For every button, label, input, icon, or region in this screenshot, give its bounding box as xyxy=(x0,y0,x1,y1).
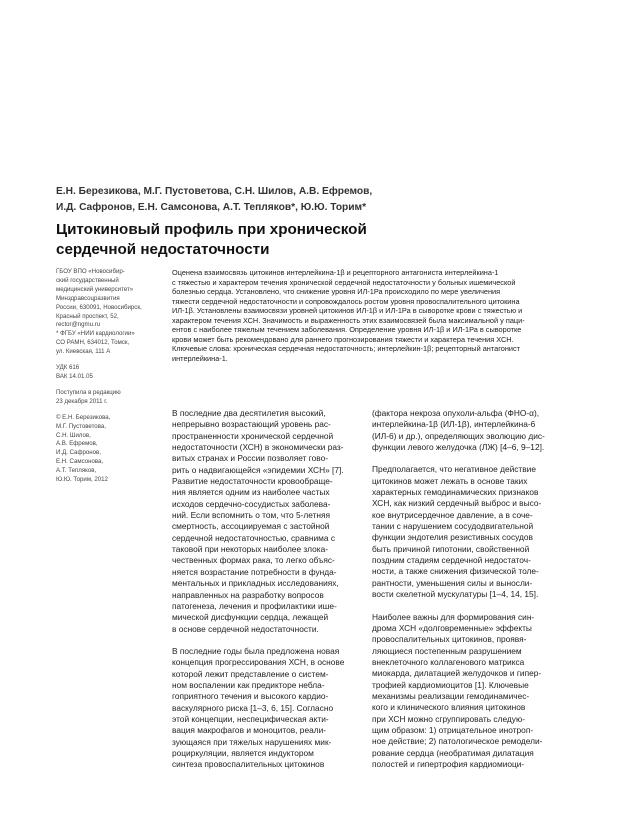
body-line: В последние два десятилетия высокий, xyxy=(172,408,326,418)
affiliation-line: ул. Киевская, 111 А xyxy=(56,348,111,356)
affiliation-block xyxy=(56,268,166,357)
body-paragraph xyxy=(172,646,364,771)
affiliation-email: rector@ngmu.ru xyxy=(56,321,101,329)
body-line: этой концепции, неспецифическая акти- xyxy=(172,713,329,724)
body-line: В последние годы была предложена новая xyxy=(172,645,340,656)
received-block xyxy=(56,389,166,407)
body-line: миокарда, дилатацией желудочков и гипер- xyxy=(372,668,542,679)
vak-line: ВАК 14.01.05 xyxy=(56,372,93,380)
body-line: внеклеточного коллагенового матрикса xyxy=(372,656,525,667)
abstract-line: Оценена взаимосвязь цитокинов интерлейкина-1β и рецепторного антагониста интерлейкина-1 xyxy=(172,268,499,277)
body-line: недостаточности (ХСН) в экономически раз- xyxy=(172,442,344,453)
copyright-block xyxy=(56,414,166,485)
body-line: концепция прогрессирования ХСН, в основе xyxy=(172,657,345,668)
body-column-right xyxy=(372,408,564,781)
body-line: полостей и гипертрофия кардиомиоци- xyxy=(372,758,525,769)
body-line: в основе сердечной недостаточности. xyxy=(172,623,319,634)
affiliation-line: России, 630091, Новосибирск, xyxy=(56,303,142,311)
received-date: 23 декабря 2011 г. xyxy=(56,397,108,405)
body-line: которой лежит представление о систем- xyxy=(172,668,329,679)
body-line: направленных на разработку вопросов xyxy=(172,589,324,600)
body-line: рить о надвигающейся «эпидемии ХСН» [7]. xyxy=(172,464,344,475)
affiliation-line: ский государственный xyxy=(56,276,119,284)
author-list xyxy=(56,184,576,216)
body-line: ное действие; 2) патологическое ремодели- xyxy=(372,736,543,747)
body-line: васкулярного риска [1–3, 6, 15]. Согласно xyxy=(172,702,334,713)
body-line: ментальных и прикладных исследованиях, xyxy=(172,578,339,589)
title-line: Цитокиновый профиль при хронической xyxy=(56,221,367,238)
body-line: ном воспалении как предикторе небла- xyxy=(172,679,325,690)
udk-line: УДК 616 xyxy=(56,364,80,372)
body-line: кое внутрисердечное давление, а в соче- xyxy=(372,509,533,520)
body-line: ности, а также снижения физической толе- xyxy=(372,566,539,577)
body-line: вости скелетной мускулатуры [1–4, 14, 15]. xyxy=(372,589,539,600)
body-line: роциркуляции, является индуктором xyxy=(172,747,314,758)
body-column-left xyxy=(172,408,364,782)
copyright-line: С.Н. Шилов, xyxy=(56,431,91,439)
body-line: интерлейкина-1β (ИЛ-1β), интерлейкина-6 xyxy=(372,419,536,430)
abstract xyxy=(172,268,572,363)
body-line: смертность, ассоциируемая с застойной xyxy=(172,521,330,532)
copyright-line: © Е.Н. Березикова, xyxy=(56,413,111,421)
abstract-line: тяжести сердечной недостаточности и сопровождалось ростом уровня провоспалительного цитокина xyxy=(172,296,520,306)
body-line: исходов сердечно-сосудистых заболева- xyxy=(172,498,331,509)
affiliation-line: медицинский университет» xyxy=(56,285,134,293)
body-paragraph xyxy=(372,408,564,453)
abstract-line: крови может быть рекомендовано для раннего прогнозирования тяжести и характера течения ХСН. xyxy=(172,334,514,344)
body-line: характерных гемодинамических признаков xyxy=(372,487,539,498)
body-line: (ИЛ-6) и др.), определяющих эволюцию дис- xyxy=(372,430,545,441)
abstract-line: характером течения ХСН. Значимость и выраженность этих взаимосвязей была максимальной у паци- xyxy=(172,315,525,325)
body-line: тании с нарушением сосудодвигательной xyxy=(372,521,534,532)
body-paragraph xyxy=(372,464,564,600)
author-line: И.Д. Сафронов, Е.Н. Самсонова, А.Т. Тепляков*, Ю.Ю. Торим* xyxy=(56,202,367,213)
body-line: непрерывно возрастающий уровень рас- xyxy=(172,419,331,430)
body-line: пространенности хронической сердечной xyxy=(172,430,334,441)
body-line: при ХСН можно сгруппировать следую- xyxy=(372,713,525,724)
body-line: няется возрастание потребности в фунда- xyxy=(172,566,337,577)
copyright-line: А.В. Ефремов, xyxy=(56,440,98,448)
body-line: мической дисфункции сердца, лежащей xyxy=(172,612,329,623)
copyright-line: И.Д. Сафронов, xyxy=(56,449,101,457)
body-line: щим образом: 1) отрицательное инотроп- xyxy=(372,724,534,735)
body-line: витых странах и России позволяет гово- xyxy=(172,453,329,464)
copyright-line: Ю.Ю. Торим, 2012 xyxy=(56,476,108,484)
body-line: синтеза провоспалительных цитокинов xyxy=(172,759,325,770)
affiliation-line: СО РАМН, 634012, Томск, xyxy=(56,339,130,347)
affiliation-line: Красный проспект, 52, xyxy=(56,312,119,320)
body-line: функции левого желудочка (ЛЖ) [4–6, 9–12]. xyxy=(372,442,545,453)
body-line: ния является одним из наиболее частых xyxy=(172,487,330,498)
body-line: таковой при некоторых наиболее злока- xyxy=(172,544,328,555)
body-line: рантности, уменьшения силы и выносли- xyxy=(372,577,533,588)
body-line: патогенеза, лечения и профилактики ише- xyxy=(172,600,337,611)
article-metadata-sidebar xyxy=(56,268,166,492)
body-line: ний. Если вспомнить о том, что 5-летняя xyxy=(172,510,331,521)
body-line: Наиболее важны для формирования син- xyxy=(372,611,535,622)
body-line: вация макрофагов и моноцитов, реали- xyxy=(172,725,327,736)
author-line: Е.Н. Березикова, М.Г. Пустоветова, С.Н. Шилов, А.В. Ефремов, xyxy=(56,186,373,197)
body-line: функции эндотелия резистивных сосудов xyxy=(372,532,533,543)
body-line: дрома ХСН «долговременные» эффекты xyxy=(372,622,532,633)
body-line: сердечной недостаточностью, сравнима с xyxy=(172,532,336,543)
title-line: сердечной недостаточности xyxy=(56,241,270,258)
abstract-line: с тяжестью и характером течения хронической сердечной недостаточности у больных ишемической xyxy=(172,277,516,287)
copyright-line: Е.Н. Самсонова, xyxy=(56,458,104,466)
body-line: ХСН, как низкий сердечный выброс и высо- xyxy=(372,498,542,509)
body-line: цитокинов может лежать в основе таких xyxy=(372,475,528,486)
body-line: зующаяся при тяжелых нарушениях мик- xyxy=(172,736,332,747)
body-line: гоприятного течения и высокого кардио- xyxy=(172,691,329,702)
abstract-line: болезнью сердца. Установлено, что снижение уровня ИЛ-1Ра происходило по мере увеличения xyxy=(172,287,501,296)
received-line: Поступила в редакцию xyxy=(56,388,121,396)
body-paragraph xyxy=(172,408,364,635)
body-line: Предполагается, что негативное действие xyxy=(372,464,536,475)
body-line: чественных формах рака, то легко объяс- xyxy=(172,555,335,566)
body-line: трофией кардиомиоцитов [1]. Ключевые xyxy=(372,679,529,690)
udk-block xyxy=(56,364,166,382)
body-line: Развитие недостаточности кровообраще- xyxy=(172,476,333,487)
body-line: провоспалительных цитокинов, проявя- xyxy=(372,634,527,645)
copyright-line: А.Т. Тепляков, xyxy=(56,467,97,475)
affiliation-line: Минздравсоцразвития xyxy=(56,294,120,302)
article-title xyxy=(56,220,576,260)
affiliation-line: ГБОУ ВПО «Новосибир- xyxy=(56,268,125,275)
abstract-line: ИЛ-1β. Установлены взаимосвязи уровней цитокинов ИЛ-1β и ИЛ-1Ра в сыворотке крови с тяжестью и xyxy=(172,306,523,315)
body-line: поздним стадиям сердечной недостаточ- xyxy=(372,555,531,566)
keywords-line: интерлейкина-1. xyxy=(172,353,228,363)
body-line: механизмы реализации гемодинамичес- xyxy=(372,690,530,701)
body-line: ляющиеся постепенным разрушением xyxy=(372,645,522,656)
keywords-line: Ключевые слова: хроническая сердечная недостаточность; интерлейкин-1β; рецепторный антагонист xyxy=(172,344,521,353)
body-line: (фактора некроза опухоли-альфа (ФНО-α), xyxy=(372,408,540,418)
body-line: быть причиной гипотонии, свойственной xyxy=(372,543,530,554)
body-paragraph xyxy=(372,612,564,771)
body-line: рование сердца (необратимая дилатация xyxy=(372,747,534,758)
copyright-line: М.Г. Пустоветова, xyxy=(56,422,106,430)
body-line: кого и клинического влияния цитокинов xyxy=(372,702,526,713)
abstract-line: ентов с наиболее тяжелым течением заболевания. Определение уровня ИЛ-1β и ИЛ-1Ра в сыворотке xyxy=(172,325,522,334)
affiliation-line: * ФГБУ «НИИ кардиологии» xyxy=(56,330,135,338)
